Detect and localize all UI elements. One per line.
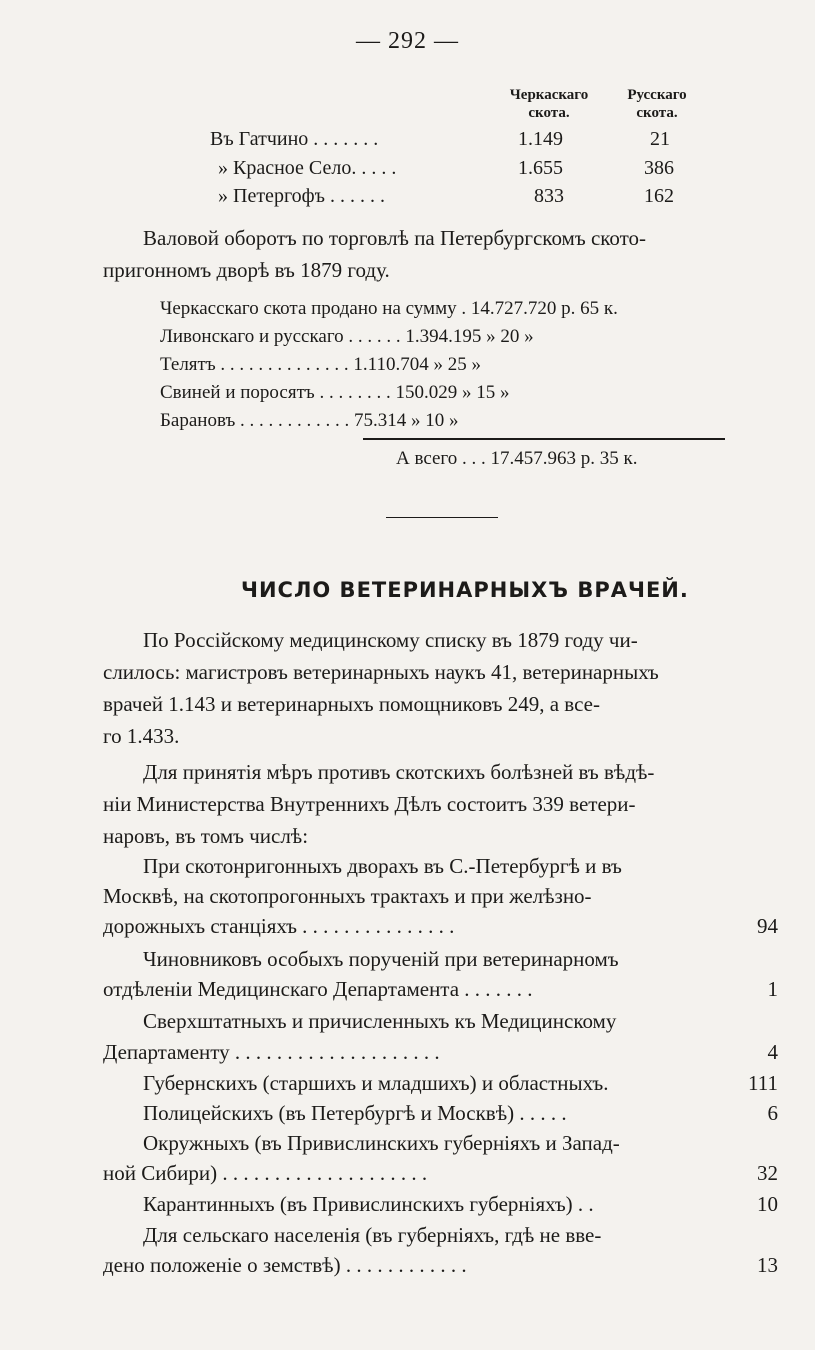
table-total: А всего . . . 17.457.963 р. 35 к. [396,448,638,469]
row-value-cherkassky: 1.655 [518,157,563,179]
list-item-line: дорожныхъ станціяхъ . . . . . . . . . . . . . . . [103,914,455,938]
list-item-line: Окружныхъ (въ Привислинскихъ губерніяхъ и Запад- [143,1131,620,1155]
column-header-line: Русскаго [627,87,687,103]
column-header-line: скота. [636,105,678,121]
page-number: — 292 — [356,28,459,54]
column-header-line: Черкаскаго [509,87,589,103]
sum-rule [363,438,725,440]
list-item-value: 1 [767,977,778,1001]
row-value-cherkassky: 1.149 [518,128,563,150]
row-value-russian: 162 [644,185,674,207]
section-divider [386,517,498,518]
column-header-russian [608,86,706,122]
row-value-cherkassky: 833 [534,185,564,207]
row-value-russian: 386 [644,157,674,179]
row-label: » Красное Село. . . . . [218,157,397,179]
row-value-russian: 21 [650,128,670,150]
table-row: Свиней и поросятъ . . . . . . . . 150.029 » 15 » [160,382,510,403]
paragraph-line: ніи Министерства Внутреннихъ Дѣлъ состоитъ 339 ветери- [103,792,636,816]
table-row [218,183,385,209]
paragraph-line: Валовой оборотъ по торговлѣ па Петербургскомъ ското- [143,226,647,250]
list-item-value: 10 [757,1192,778,1216]
list-item-line: Сверхштатныхъ и причисленныхъ къ Медицинскому [143,1009,617,1033]
paragraph-line: По Россійскому медицинскому списку въ 1879 году чи- [143,628,638,652]
column-header-cherkassky [500,86,598,122]
paragraph-line: пригонномъ дворѣ въ 1879 году. [103,258,390,282]
list-item-value: 13 [757,1253,778,1277]
paragraph-line: Для принятія мѣръ противъ скотскихъ болѣзней въ вѣдѣ- [143,760,655,784]
list-item-line: Департаменту . . . . . . . . . . . . . . . . . . . . [103,1040,440,1064]
list-item-line: Губернскихъ (старшихъ и младшихъ) и областныхъ. [143,1071,609,1095]
list-item-line: Полицейскихъ (въ Петербургѣ и Москвѣ) . . . . . [143,1101,567,1125]
list-item-value: 4 [767,1040,778,1064]
list-item-value: 94 [757,914,778,938]
table-row: Барановъ . . . . . . . . . . . . 75.314 » 10 » [160,410,459,431]
table-row [218,155,396,181]
list-item-line: Чиновниковъ особыхъ порученій при ветеринарномъ [143,947,619,971]
row-label: Въ Гатчино . . . . . . . [210,128,379,150]
list-item-line: Карантинныхъ (въ Привислинскихъ губерніяхъ) . . [143,1192,594,1216]
table-row: Ливонскаго и русскаго . . . . . . 1.394.195 » 20 » [160,326,534,347]
column-header-line: скота. [528,105,570,121]
paragraph-line: врачей 1.143 и ветеринарныхъ помощниковъ 249, а все- [103,692,600,716]
list-item-line: Москвѣ, на скотопрогонныхъ трактахъ и при желѣзно- [103,884,592,908]
paragraph-line: го 1.433. [103,724,180,748]
section-title: ЧИСЛО ВЕТЕРИНАРНЫХЪ ВРАЧЕЙ. [241,578,689,602]
list-item-value: 32 [757,1161,778,1185]
table-row: Телятъ . . . . . . . . . . . . . . 1.110.704 » 25 » [160,354,481,375]
list-item-line: отдѣленіи Медицинскаго Департамента . . . . . . . [103,977,533,1001]
paragraph-line: слилось: магистровъ ветеринарныхъ наукъ 41, ветеринарныхъ [103,660,659,684]
list-item-value: 6 [767,1101,778,1125]
list-item-line: ной Сибири) . . . . . . . . . . . . . . . . . . . . [103,1161,428,1185]
paragraph-line: наровъ, въ томъ числѣ: [103,824,309,848]
table-row [210,126,378,152]
row-label: » Петергофъ . . . . . . [218,185,385,207]
list-item-line: дено положеніе о земствѣ) . . . . . . . . . . . . [103,1253,467,1277]
list-item-line: Для сельскаго населенія (въ губерніяхъ, гдѣ не вве- [143,1223,602,1247]
table-row: Черкасскаго скота продано на сумму . 14.727.720 р. 65 к. [160,298,618,319]
list-item-value: 111 [748,1071,778,1095]
list-item-line: При скотонригонныхъ дворахъ въ С.-Петербургѣ и въ [143,854,622,878]
